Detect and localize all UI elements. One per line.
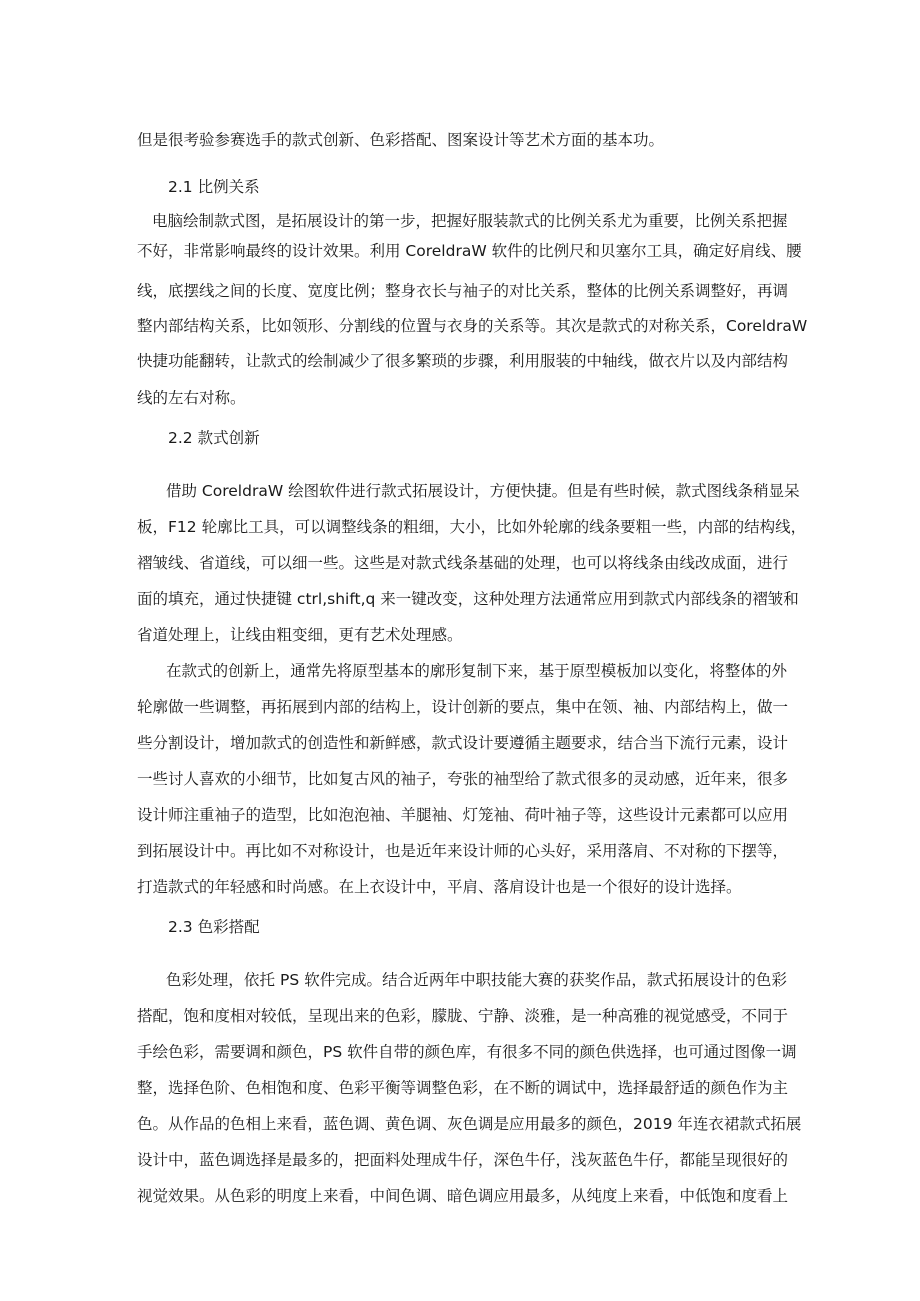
paragraph-line: 轮廓做一些调整，再拓展到内部的结构上，设计创新的要点，集中在领、袖、内部结构上，做一 bbox=[137, 698, 789, 716]
paragraph-line: 褶皱线、省道线，可以细一些。这些是对款式线条基础的处理，也可以将线条由线改成面，进行 bbox=[137, 554, 789, 572]
paragraph-line: 电脑绘制款式图，是拓展设计的第一步，把握好服装款式的比例关系尤为重要，比例关系把握 bbox=[152, 212, 788, 230]
paragraph-line: 省道处理上，让线由粗变细，更有艺术处理感。 bbox=[137, 626, 463, 644]
paragraph-line: 一些讨人喜欢的小细节，比如复古风的袖子，夸张的袖型给了款式很多的灵动感，近年来，很多 bbox=[137, 770, 789, 788]
section-heading-2-1: 2.1 比例关系 bbox=[168, 178, 260, 196]
paragraph-line: 到拓展设计中。再比如不对称设计，也是近年来设计师的心头好，采用落肩、不对称的下摆等， bbox=[137, 842, 789, 860]
paragraph-line: 板，F12 轮廓比工具，可以调整线条的粗细，大小，比如外轮廓的线条要粗一些，内部的结构线， bbox=[137, 518, 807, 536]
paragraph-line: 在款式的创新上，通常先将原型基本的廓形复制下来，基于原型模板加以变化，将整体的外 bbox=[166, 662, 787, 680]
paragraph-line: 线，底摆线之间的长度、宽度比例；整身衣长与袖子的对比关系，整体的比例关系调整好，再调 bbox=[137, 282, 789, 300]
paragraph-line: 色彩处理，依托 PS 软件完成。结合近两年中职技能大赛的获奖作品，款式拓展设计的色彩 bbox=[166, 971, 787, 989]
paragraph-line: 色。从作品的色相上来看，蓝色调、黄色调、灰色调是应用最多的颜色，2019 年连衣裙款式拓展 bbox=[137, 1115, 802, 1133]
paragraph-line: 设计中，蓝色调选择是最多的，把面料处理成牛仔，深色牛仔，浅灰蓝色牛仔，都能呈现很好的 bbox=[137, 1151, 789, 1169]
paragraph-line: 搭配，饱和度相对较低，呈现出来的色彩，朦胧、宁静、淡雅，是一种高雅的视觉感受，不同于 bbox=[137, 1007, 789, 1025]
section-heading-2-3: 2.3 色彩搭配 bbox=[168, 918, 260, 936]
paragraph-line: 线的左右对称。 bbox=[137, 389, 246, 407]
paragraph-line: 不好，非常影响最终的设计效果。利用 CoreldraW 软件的比例尺和贝塞尔工具，确定好肩线、腰 bbox=[137, 242, 802, 260]
paragraph-line: 视觉效果。从色彩的明度上来看，中间色调、暗色调应用最多，从纯度上来看，中低饱和度看上 bbox=[137, 1187, 789, 1205]
paragraph-line: 面的填充，通过快捷键 ctrl,shift,q 来一键改变，这种处理方法通常应用到款式内部线条的褶皱和 bbox=[137, 590, 799, 608]
paragraph-line: 手绘色彩，需要调和颜色，PS 软件自带的颜色库，有很多不同的颜色供选择，也可通过图像一调 bbox=[137, 1043, 797, 1061]
intro-line: 但是很考验参赛选手的款式创新、色彩搭配、图案设计等艺术方面的基本功。 bbox=[137, 131, 665, 149]
paragraph-line: 些分割设计，增加款式的创造性和新鲜感，款式设计要遵循主题要求，结合当下流行元素，设计 bbox=[137, 734, 789, 752]
section-heading-2-2: 2.2 款式创新 bbox=[168, 429, 260, 447]
paragraph-line: 整，选择色阶、色相饱和度、色彩平衡等调整色彩，在不断的调试中，选择最舒适的颜色作为主 bbox=[137, 1079, 789, 1097]
paragraph-line: 设计师注重袖子的造型，比如泡泡袖、羊腿袖、灯笼袖、荷叶袖子等，这些设计元素都可以应用 bbox=[137, 806, 789, 824]
paragraph-line: 打造款式的年轻感和时尚感。在上衣设计中，平肩、落肩设计也是一个很好的设计选择。 bbox=[137, 878, 742, 896]
paragraph-line: 借助 CoreldraW 绘图软件进行款式拓展设计，方便快捷。但是有些时候，款式图线条稍显呆 bbox=[166, 482, 800, 500]
paragraph-line: 快捷功能翻转，让款式的绘制减少了很多繁琐的步骤，利用服装的中轴线，做衣片以及内部结构 bbox=[137, 352, 789, 370]
paragraph-line: 整内部结构关系，比如领形、分割线的位置与衣身的关系等。其次是款式的对称关系，CoreldraW bbox=[137, 317, 808, 335]
